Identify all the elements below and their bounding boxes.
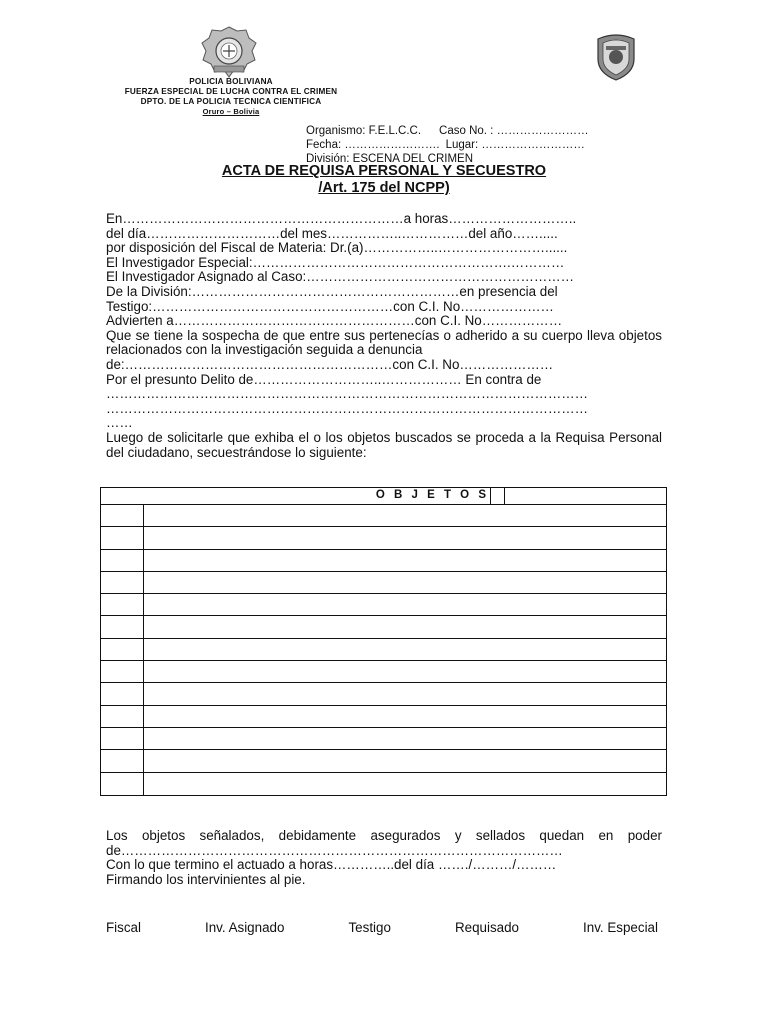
object-description-cell <box>144 594 666 615</box>
case-metadata <box>306 124 589 166</box>
table-row <box>101 773 666 795</box>
caso-field: Caso No. : …………………… <box>439 125 589 137</box>
item-number-cell <box>101 706 144 727</box>
date-line: del día…………………………del mes……………..……………del año……..... <box>106 226 558 241</box>
advised-line: Advierten a………………………………………………con C.I. No……………… <box>106 314 563 329</box>
item-number-cell <box>101 505 144 526</box>
signature-label: Testigo <box>348 920 391 935</box>
objects-table <box>100 487 667 796</box>
search-paragraph: Luego de solicitarle que exhiba el o los objetos buscados se proceda a la Requisa Personal del ciudadano, secuestrándose lo siguiente: <box>106 430 662 460</box>
object-description-cell <box>144 706 666 727</box>
document-subtitle: /Art. 175 del NCPP) <box>318 180 450 196</box>
police-shield-emblem <box>200 26 258 78</box>
header-line-department: DPTO. DE LA POLICIA TECNICA CIENTIFICA <box>140 97 322 106</box>
against-line-2: ……………………………………………………………………………………………… <box>106 401 589 416</box>
felcc-badge-emblem <box>594 33 638 81</box>
table-row <box>101 661 666 683</box>
table-row <box>101 750 666 772</box>
institution-header <box>106 77 356 117</box>
table-row <box>101 683 666 705</box>
item-number-cell <box>101 661 144 682</box>
signature-label: Inv. Especial <box>583 920 658 935</box>
table-row <box>101 639 666 661</box>
header-line-felcc: FUERZA ESPECIAL DE LUCHA CONTRA EL CRIMEN <box>124 87 338 96</box>
item-number-cell <box>101 773 144 795</box>
table-row <box>101 616 666 638</box>
table-row <box>101 527 666 549</box>
signature-label: Fiscal <box>106 920 141 935</box>
witness-line: Testigo:………………………………………………con C.I. No………………… <box>106 299 554 314</box>
header-line-location: Oruro – Bolivia <box>202 107 260 116</box>
signing-line: Firmando los intervinientes al pie. <box>106 872 306 887</box>
header-line-police: POLICIA BOLIVIANA <box>189 77 273 86</box>
object-description-cell <box>144 639 666 660</box>
fecha-field: Fecha: ……………………. <box>306 139 440 151</box>
header-divider <box>490 488 491 504</box>
object-description-cell <box>144 750 666 771</box>
item-number-cell <box>101 728 144 749</box>
organismo-field: Organismo: F.E.L.C.C. <box>306 125 422 137</box>
header-divider <box>504 488 505 504</box>
item-number-cell <box>101 683 144 704</box>
object-description-cell <box>144 683 666 704</box>
closing-time-line: Con lo que termino el actuado a horas…………..del día ……./………/……… <box>106 858 557 873</box>
table-row <box>101 505 666 527</box>
document-title: ACTA DE REQUISA PERSONAL Y SECUESTRO <box>221 163 547 179</box>
lugar-field: Lugar: ……………………… <box>445 139 585 151</box>
closing-text <box>106 829 662 887</box>
table-row <box>101 728 666 750</box>
signature-labels <box>106 920 658 935</box>
object-description-cell <box>144 616 666 637</box>
item-number-cell <box>101 750 144 771</box>
table-row <box>101 706 666 728</box>
objects-table-header <box>101 488 666 505</box>
complainant-line: de:……………………………………………………con C.I. No………………… <box>106 357 554 372</box>
against-line-3: …… <box>106 416 133 431</box>
table-row <box>101 550 666 572</box>
object-description-cell <box>144 661 666 682</box>
special-investigator-line: El Investigador Especial:………………………………………………….………… <box>106 255 565 270</box>
assigned-investigator-line: El Investigador Asignado al Caso:…………………………………………………… <box>106 270 575 285</box>
place-hour-line: En………………………………………………………a horas……………………….. <box>106 212 577 226</box>
suspicion-paragraph: Que se tiene la sospecha de que entre sus pertenecías o adherido a su cuerpo lleva objetos relacionados con la investigación seguida a denuncia <box>106 328 662 358</box>
object-description-cell <box>144 773 666 795</box>
signature-label: Requisado <box>454 920 519 935</box>
signature-label: Inv. Asignado <box>205 920 285 935</box>
item-number-cell <box>101 550 144 571</box>
object-description-cell <box>144 550 666 571</box>
object-description-cell <box>144 505 666 526</box>
table-row <box>101 594 666 616</box>
against-line-1: ……………………………………………………………………………………………… <box>106 387 589 402</box>
division-field: División: ESCENA DEL CRIMEN <box>306 153 474 165</box>
table-row <box>101 572 666 594</box>
item-number-cell <box>101 616 144 637</box>
item-number-cell <box>101 639 144 660</box>
object-description-cell <box>144 728 666 749</box>
prosecutor-line: por disposición del Fiscal de Materia: Dr.(a)……………..……………………...... <box>106 241 568 256</box>
crime-line: Por el presunto Delito de………………………..……………… En contra de <box>106 372 542 387</box>
item-number-cell <box>101 594 144 615</box>
item-number-cell <box>101 572 144 593</box>
custody-paragraph: Los objetos señalados, debidamente asegurados y sellados quedan en poder de……………………………………………………………………………………… <box>106 829 662 858</box>
division-line: De la División:……………………………………………………en presencia del <box>106 284 558 299</box>
object-description-cell <box>144 527 666 548</box>
form-body <box>106 212 662 460</box>
item-number-cell <box>101 527 144 548</box>
objects-header-label: O B J E T O S <box>375 489 489 501</box>
object-description-cell <box>144 572 666 593</box>
